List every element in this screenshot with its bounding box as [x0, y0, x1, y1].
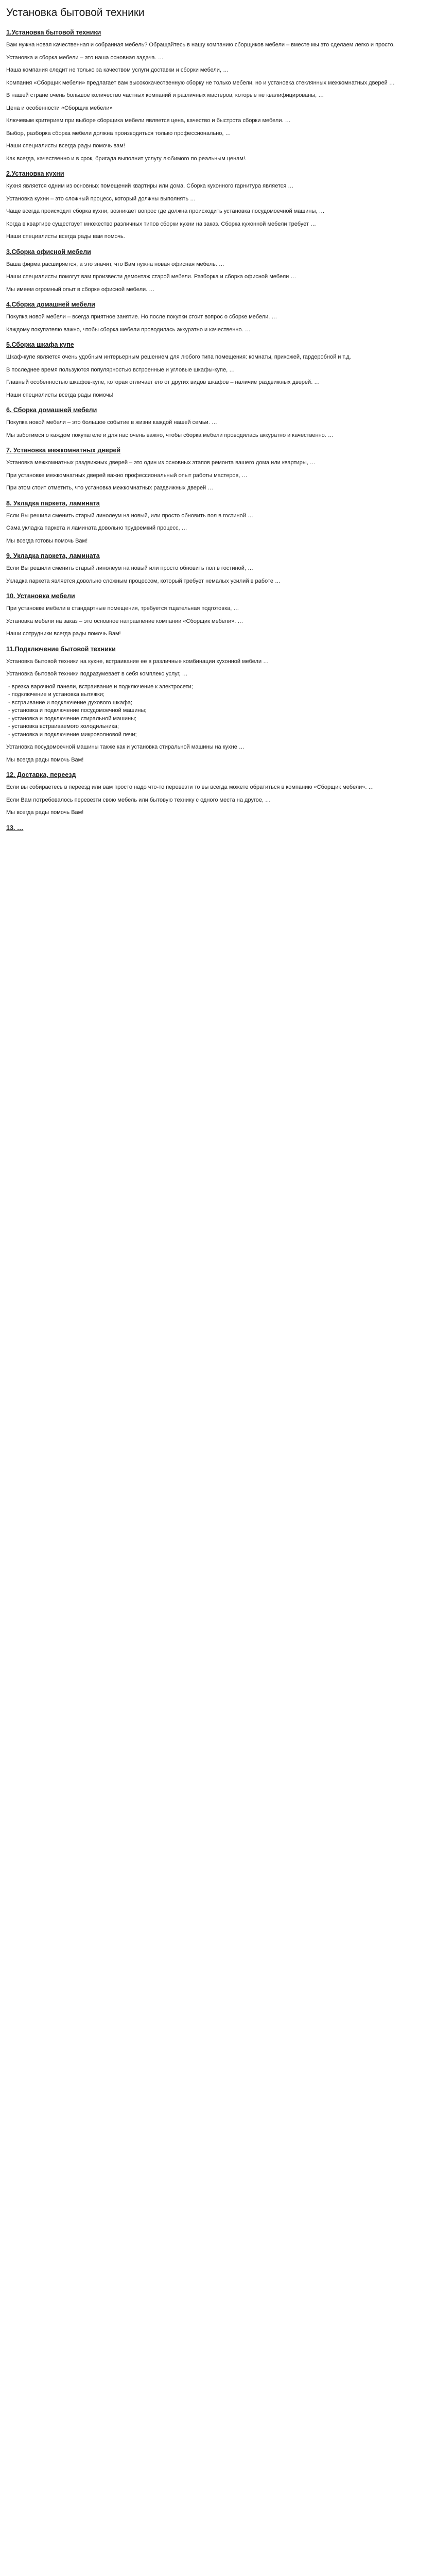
- bullet-list: [6, 683, 429, 739]
- section: [6, 646, 429, 765]
- paragraph: При этом стоит отметить, что установка межкомнатных раздвижных дверей …: [6, 485, 214, 491]
- paragraph: Мы заботимся о каждом покупателе и для нас очень важно, чтобы сборка мебели проводилась аккуратно и качественно. …: [6, 432, 334, 438]
- list-item: - встраивание и подключение духового шкафа;: [8, 699, 133, 706]
- section: [6, 406, 429, 439]
- section: [6, 771, 429, 817]
- paragraph: Если Вы решили сменить старый линолеум на новый, или просто обновить пол в гостиной …: [6, 512, 253, 519]
- list-item: - установка и подключение микроволновой печи;: [8, 731, 137, 738]
- list-item: - подключение и установка вытяжки;: [8, 691, 105, 698]
- paragraph: Укладка паркета является довольно сложным процессом, который требует немалых усилий в работе …: [6, 578, 281, 584]
- paragraph: Установка кухни – это сложный процесс, который должны выполнять …: [6, 195, 196, 202]
- section: [6, 552, 429, 585]
- paragraph: Как всегда, качественно и в срок, бригада выполнит услугу любимого по реальным ценам!.: [6, 155, 247, 162]
- paragraph: Сама укладка паркета и ламината довольно трудоемкий процесс, …: [6, 525, 187, 531]
- section-heading: 6. Сборка домашней мебели: [6, 406, 97, 414]
- section: [6, 248, 429, 294]
- paragraph: Наша компания следит не только за качеством услуги доставки и сборки мебели, …: [6, 67, 229, 73]
- paragraph: Выбор, разборка сборка мебели должна производиться только профессионально, …: [6, 130, 231, 137]
- paragraph: Если вы собираетесь в переезд или вам просто надо что-то перевезти то вы всегда можете обратиться в компанию «Сборщик мебели». …: [6, 784, 374, 790]
- paragraph: Мы всегда рады помочь Вам!: [6, 809, 84, 816]
- paragraph: Установка бытовой техники подразумевает в себя комплекс услуг, …: [6, 671, 188, 677]
- paragraph: Шкаф-купе является очень удобным интерьерным решением для любого типа помещения: комнаты, прихожей, гардеробной и т.д.: [6, 354, 351, 360]
- section-heading: 3.Сборка офисной мебели: [6, 248, 91, 256]
- paragraph: Наши сотрудники всегда рады помочь Вам!: [6, 631, 121, 637]
- section-heading: 8. Укладка паркета, ламината: [6, 499, 100, 507]
- page-title: Установка бытовой техники: [6, 7, 145, 19]
- paragraph: Покупка новой мебели – всегда приятное занятие. Но после покупки стоит вопрос о сборке мебели. …: [6, 314, 277, 320]
- paragraph: Кухня является одним из основных помещений квартиры или дома. Сборка кухонного гарнитура является …: [6, 183, 294, 189]
- paragraph: Мы имеем огромный опыт в сборке офисной мебели. …: [6, 286, 155, 293]
- section-heading: 4.Сборка домашней мебели: [6, 301, 95, 308]
- section-heading: 5.Сборка шкафа купе: [6, 341, 74, 348]
- paragraph: Установка и сборка мебели – это наша основная задача. …: [6, 54, 164, 61]
- section: [6, 592, 429, 638]
- paragraph: Главный особенностью шкафов-купе, которая отличает его от других видов шкафов – наличие раздвижных дверей. …: [6, 379, 320, 385]
- article-body: [6, 29, 429, 832]
- section: [6, 341, 429, 399]
- list-item: - установка и подключение посудомоечной машины;: [8, 707, 147, 714]
- paragraph: Когда в квартире существует множество различных типов сборки кухни на заказ. Сборка кухонной мебели требует …: [6, 221, 317, 227]
- section-heading: 2.Установка кухни: [6, 170, 64, 177]
- paragraph: Наши специалисты всегда рады вам помочь.: [6, 233, 125, 240]
- section-heading: 9. Укладка паркета, ламината: [6, 552, 100, 560]
- paragraph: Наши специалисты всегда рады помочь вам!: [6, 143, 125, 149]
- paragraph: Вам нужна новая качественная и собранная мебель? Обращайтесь в нашу компанию сборщиков мебели – вместе мы это сделаем легко и просто.: [6, 42, 395, 48]
- paragraph: В последнее время пользуются популярностью встроенные и угловые шкафы-купе, …: [6, 366, 235, 373]
- paragraph: Мы всегда готовы помочь Вам!: [6, 537, 88, 544]
- paragraph: При установке мебели в стандартные помещения, требуется тщательная подготовка, …: [6, 605, 239, 612]
- section: [6, 29, 429, 163]
- section: [6, 301, 429, 334]
- paragraph: Мы всегда рады помочь Вам!: [6, 756, 84, 763]
- section: [6, 170, 429, 241]
- section-heading: 10. Установка мебели: [6, 592, 75, 600]
- section-heading: 1.Установка бытовой техники: [6, 29, 101, 36]
- paragraph: Компания «Сборщик мебели» предлагает вам высококачественную сборку не только мебели, но и установка стеклянных межкомнатных дверей …: [6, 79, 395, 86]
- paragraph: Ваша фирма расширяется, а это значит, что Вам нужна новая офисная мебель. …: [6, 261, 224, 267]
- paragraph: При установке межкомнатных дверей важно профессиональный опыт работы мастеров, …: [6, 472, 248, 479]
- paragraph: Наши специалисты помогут вам произвести демонтаж старой мебели. Разборка и сборка офисной мебели …: [6, 274, 297, 280]
- paragraph: Установка мебели на заказ – это основное направление компании «Сборщик мебели». …: [6, 618, 243, 624]
- paragraph: Чаще всегда происходит сборка кухни, возникает вопрос где должна происходить установка посудомоечной машины, …: [6, 208, 325, 214]
- paragraph: Покупка новой мебели – это большое событие в жизни каждой нашей семьи. …: [6, 419, 217, 426]
- paragraph: Ключевым критерием при выборе сборщика мебели является цена, качество и быстрота сборки мебели. …: [6, 117, 291, 124]
- paragraph: В нашей стране очень большое количество частных компаний и различных мастеров, которые не квалифицированы, …: [6, 92, 324, 98]
- page: [0, 0, 436, 832]
- section: [6, 447, 429, 493]
- paragraph: Установка межкомнатных раздвижных дверей – это один из основных этапов ремонта вашего дома или квартиры, …: [6, 460, 316, 466]
- paragraph: Каждому покупателю важно, чтобы сборка мебели проводилась аккуратно и качественно. …: [6, 326, 251, 333]
- paragraph: Установка посудомоечной машины также как и установка стиральной машины на кухне …: [6, 744, 245, 750]
- paragraph: Если Вам потребовалось перевезти свою мебель или бытовую технику с одного места на другое, …: [6, 796, 271, 803]
- section: [6, 500, 429, 546]
- section-heading: 11.Подключение бытовой техники: [6, 645, 116, 653]
- section-heading: 13. …: [6, 824, 24, 832]
- paragraph: Установка бытовой техники на кухне, встраивание ее в различные комбинации кухонной мебели …: [6, 658, 269, 665]
- section-heading: 12. Доставка, переезд: [6, 771, 76, 778]
- list-item: - установка встраиваемого холодильника;: [8, 723, 119, 730]
- section: [6, 824, 429, 832]
- section-heading: 7. Установка межкомнатных дверей: [6, 447, 121, 454]
- list-item: - установка и подключение стиральной машины;: [8, 715, 137, 722]
- paragraph: Цена и особенности «Сборщик мебели»: [6, 105, 113, 111]
- paragraph: Если Вы решили сменить старый линолеум на новый или просто обновить пол в гостиной, …: [6, 565, 253, 571]
- list-item: - врезка варочной панели, встраивание и подключение к электросети;: [8, 683, 193, 690]
- paragraph: Наши специалисты всегда рады помочь!: [6, 392, 114, 398]
